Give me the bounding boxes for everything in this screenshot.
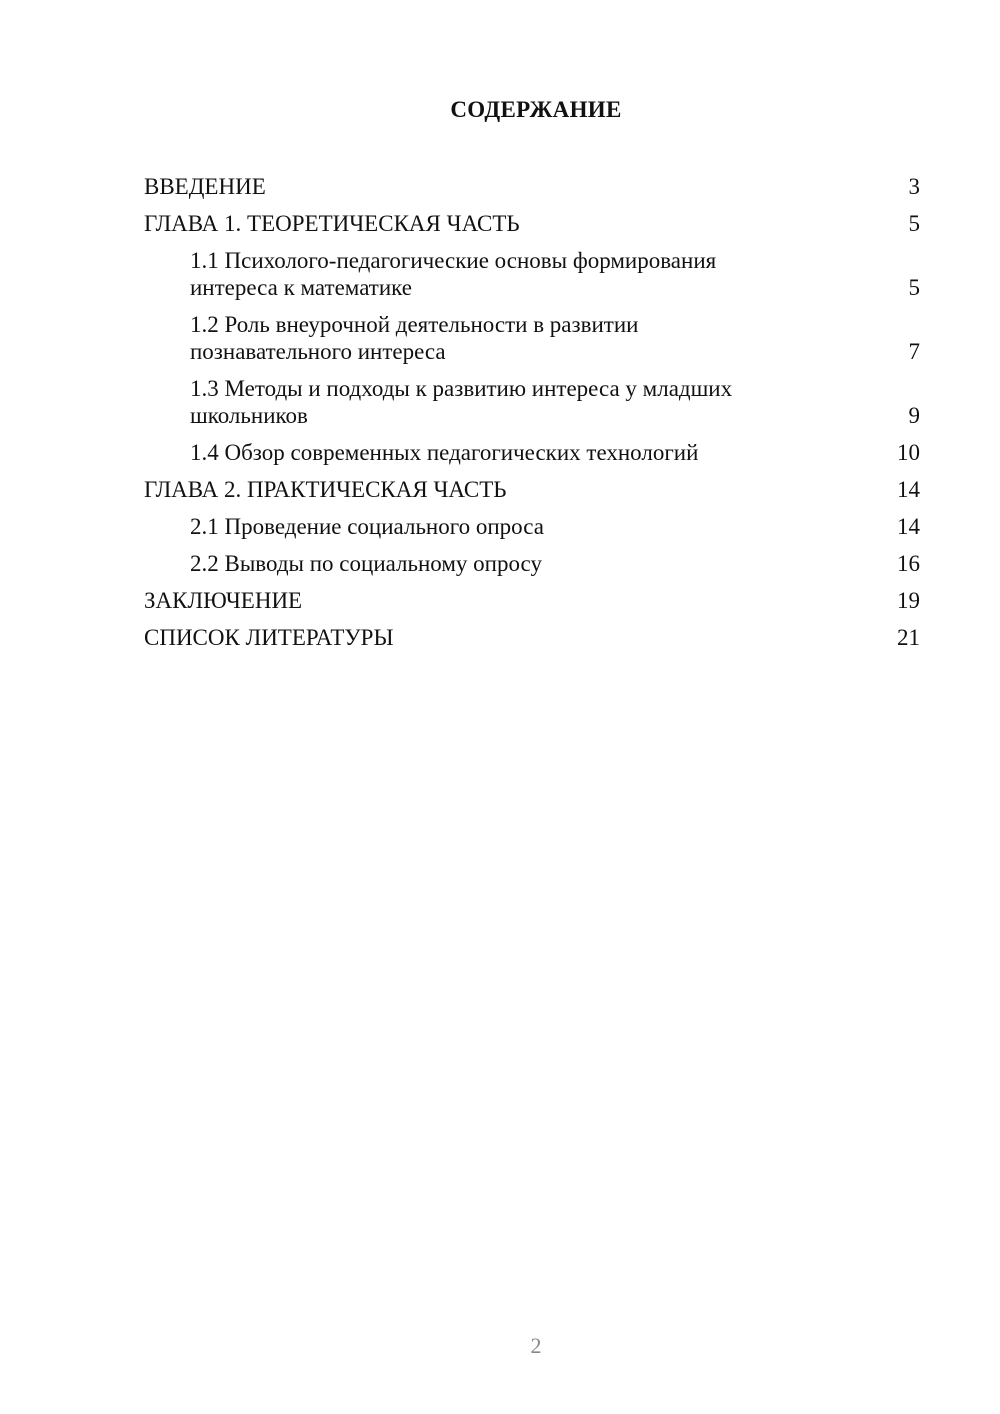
toc-entry-page: 14 — [897, 477, 920, 502]
toc-entry-label: ГЛАВА 1. ТЕОРЕТИЧЕСКАЯ ЧАСТЬ — [144, 211, 520, 236]
toc-entry-section-1-3[interactable] — [144, 370, 920, 434]
toc-entry-page: 10 — [897, 440, 920, 465]
toc-entry-page: 7 — [908, 339, 920, 364]
toc-entry-label: ЗАКЛЮЧЕНИЕ — [144, 588, 303, 613]
toc-entry-page: 9 — [908, 403, 920, 428]
toc-entry-label: 1.2 Роль внеурочной деятельности в развитии познавательного интереса — [190, 312, 639, 364]
toc-entry-label: ГЛАВА 2. ПРАКТИЧЕСКАЯ ЧАСТЬ — [144, 477, 507, 502]
toc-entry-page: 14 — [897, 514, 920, 539]
toc-entry-section-2-1[interactable] — [144, 508, 920, 545]
toc-entry-section-1-1[interactable] — [144, 242, 920, 306]
toc-entry-label: 1.3 Методы и подходы к развитию интереса у младших школьников — [190, 376, 733, 428]
toc-entry-label: СПИСОК ЛИТЕРАТУРЫ — [144, 625, 394, 650]
toc-entry-label: ВВЕДЕНИЕ — [144, 174, 266, 199]
toc-entry-conclusion[interactable] — [144, 582, 920, 619]
toc-entry-page: 16 — [897, 551, 920, 576]
toc-entry-chapter-1[interactable] — [144, 205, 920, 242]
toc-entry-label: 2.2 Выводы по социальному опросу — [190, 551, 542, 576]
toc-entry-bibliography[interactable] — [144, 619, 920, 656]
toc-entry-chapter-2[interactable] — [144, 471, 920, 508]
page-number: 2 — [530, 1333, 542, 1358]
toc-entry-section-1-4[interactable] — [144, 434, 920, 471]
table-of-contents — [144, 168, 920, 656]
toc-entry-label: 2.1 Проведение социального опроса — [190, 514, 544, 539]
toc-entry-page: 3 — [908, 174, 920, 199]
toc-entry-page: 5 — [908, 275, 920, 300]
toc-entry-page: 5 — [908, 211, 920, 236]
toc-entry-page: 21 — [897, 625, 920, 650]
toc-title: СОДЕРЖАНИЕ — [450, 97, 622, 122]
toc-entry-section-1-2[interactable] — [144, 306, 920, 370]
toc-entry-introduction[interactable] — [144, 168, 920, 205]
toc-entry-label: 1.1 Психолого-педагогические основы формирования интереса к математике — [190, 248, 717, 300]
toc-entry-section-2-2[interactable] — [144, 545, 920, 582]
toc-entry-label: 1.4 Обзор современных педагогических технологий — [190, 440, 699, 465]
toc-entry-page: 19 — [897, 588, 920, 613]
